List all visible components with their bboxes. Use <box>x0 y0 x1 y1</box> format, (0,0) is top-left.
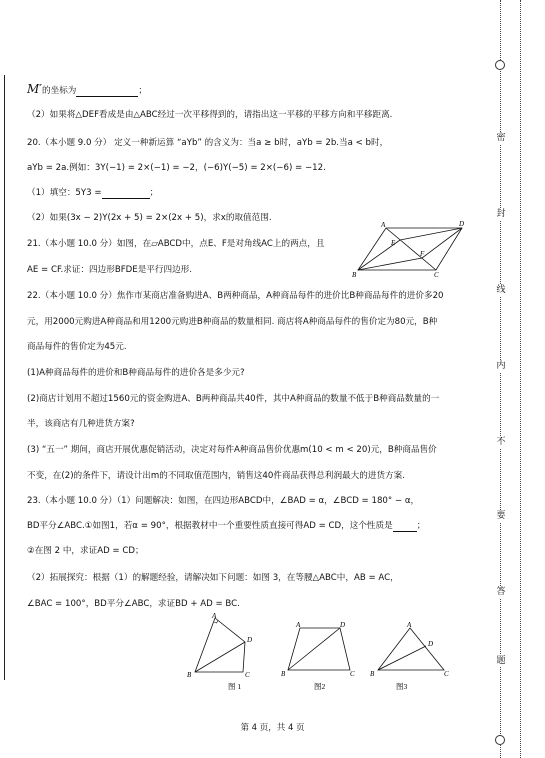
line-q22-2b: 半，该商店有几种进货方案? <box>27 419 135 429</box>
label-f: F <box>420 250 425 258</box>
line-q20-stem: 20.（本小题 9.0 分） 定义一种新运算 “aYb” 的含义为：当a ≥ b时，aYb = 2b.当a < b时， <box>27 138 389 148</box>
parallelogram-abcd <box>358 228 462 270</box>
label-b: B <box>281 670 286 678</box>
label-a: A <box>407 621 412 629</box>
label-d: D <box>340 621 346 629</box>
left-margin-line <box>4 75 5 680</box>
seal-char-da: 答 <box>493 586 509 598</box>
caption-figure-1: 图 1 <box>228 682 242 691</box>
line-q22-stem3: 商品每件的售价定为45元. <box>27 342 127 352</box>
line-q20-2: （2）如果(3x − 2)Y(2x + 5) = 2×(2x + 5)，求x的取值范围. <box>27 213 272 223</box>
seal-dotted-line <box>500 0 502 758</box>
label-d: D <box>459 220 465 228</box>
segment-de <box>400 228 462 240</box>
caption-figure-3: 图3 <box>396 682 408 691</box>
triangle-abc <box>378 628 444 670</box>
figure-3 <box>366 618 456 694</box>
binding-hole <box>495 60 505 70</box>
label-b: B <box>187 671 192 679</box>
answer-blank <box>76 96 138 97</box>
caption-figure-2: 图2 <box>314 682 326 691</box>
seal-char-xian: 线 <box>493 284 509 296</box>
seal-char-ti: 题 <box>493 655 509 667</box>
answer-blank <box>102 198 150 199</box>
diagonal-bd-2 <box>288 628 340 670</box>
line-q23-2: （2）拓展探究：根据（1）的解题经验，请解决如下问题：如图 3，在等腰△ABC中，AB = AC， <box>27 573 399 583</box>
line-q23-1b: ②在图 2 中，求证AD = CD； <box>27 546 144 556</box>
label-a: A <box>212 612 217 620</box>
line-q22-3b: 不变，在(2)的条件下，请设计出m的不同取值范围内，销售这40件商品获得总利润最大的进货方案. <box>27 471 405 481</box>
label-c: C <box>444 670 449 678</box>
line-q20-example: aYb = 2a.例如：3Y(−1) = 2×(−1) = −2，(−6)Y(−5) = 2×(−6) = −12. <box>27 163 326 173</box>
label-a: A <box>296 621 301 629</box>
label-b: B <box>370 670 375 678</box>
label-c: C <box>245 671 250 679</box>
line-q22-3: (3) “五一” 期间，商店开展优惠促销活动，决定对每件A种商品售价优惠m(10 < m < 20)元，B种商品售价 <box>27 445 437 455</box>
line-q22-1: (1)A种商品每件的进价和B种商品每件的进价各是多少元? <box>27 368 245 378</box>
seal-dotted-line-outer <box>520 0 522 758</box>
label-e: E <box>391 239 396 247</box>
diagonal-bd-1 <box>195 642 245 672</box>
binding-margin <box>488 0 528 758</box>
label-b: B <box>352 271 357 278</box>
label-c: C <box>350 670 355 678</box>
line-q23-2b: ∠BAC = 100°，BD平分∠ABC，求证BD + AD = BC. <box>27 599 240 609</box>
figure-1 <box>183 612 273 694</box>
seal-char-nei: 内 <box>493 360 509 372</box>
label-a: A <box>381 221 386 229</box>
quad-abcd-2 <box>288 628 350 670</box>
line-q23-1: BD平分∠ABC.①如图1，若α = 90°，根据教材中一个重要性质直接可得AD = CD，这个性质是 ； <box>27 521 426 531</box>
line-q23-stem: 23.（本小题 10.0 分）（1）问题解决：如图，在四边形ABCD中，∠BAD = α，∠BCD = 180° − α， <box>27 496 420 506</box>
answer-blank <box>393 531 417 532</box>
line-q22-stem2: 元，用2000元购进A种商品和用1200元购进B种商品的数量相同. 商店将A种商品每件的售价定为80元，B种 <box>27 317 438 327</box>
label-d: D <box>247 636 253 644</box>
line-q20-1: （1）填空：5Y3 = ； <box>27 188 159 198</box>
seal-char-bu: 不 <box>493 436 509 448</box>
seal-char-mi: 密 <box>493 132 509 144</box>
line-q19-2: （2）如果将△DEF看成是由△ABC经过一次平移得到的，请指出这一平移的平移方向和平移距离. <box>27 110 393 120</box>
right-angle-mark <box>214 620 218 623</box>
figure-2 <box>280 618 360 694</box>
line-q21-prove: AE = CF.求证：四边形BFDE是平行四边形. <box>27 265 193 275</box>
binding-hole <box>495 735 505 745</box>
quad-abcd-1 <box>195 618 245 672</box>
label-c: C <box>434 271 439 278</box>
parallelogram-figure <box>348 218 468 278</box>
segment-df <box>422 228 462 258</box>
line-coordinate: M′的坐标为 ； <box>27 82 148 96</box>
segment-bd <box>378 646 426 670</box>
line-q22-2: (2)商店计划用不超过1560元的资金购进A、B两种商品共40件，其中A种商品的数量不低于B种商品数量的一 <box>27 394 440 404</box>
label-d: D <box>428 640 434 648</box>
segment-bf <box>358 258 422 270</box>
page-footer: 第 4 页，共 4 页 <box>240 723 305 733</box>
line-q21-stem: 21.（本小题 10.0 分）如图，在▱ABCD中，点E、F是对角线AC上的两点，且 <box>27 239 325 249</box>
seal-char-yao: 要 <box>493 510 509 522</box>
line-q22-stem: 22.（本小题 10.0 分）焦作市某商店准备购进A、B两种商品，A种商品每件的进价比B种商品每件的进价多20 <box>27 291 444 301</box>
seal-char-feng: 封 <box>493 208 509 220</box>
